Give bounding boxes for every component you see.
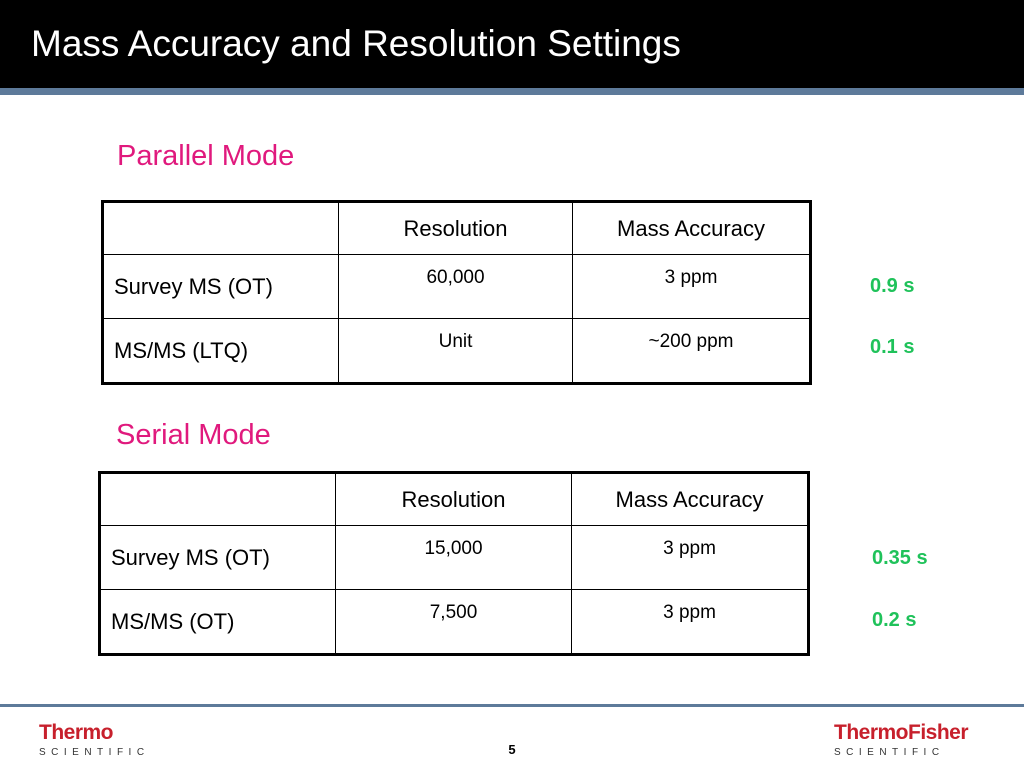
- page-number: 5: [508, 742, 516, 757]
- header-cell-mass-accuracy: Mass Accuracy: [573, 202, 811, 255]
- mass-accuracy-value: ~200 ppm: [573, 319, 811, 384]
- table-row: [103, 255, 811, 319]
- parallel-survey-time: 0.9 s: [870, 275, 915, 297]
- parallel-mode-heading: Parallel Mode: [117, 140, 295, 172]
- row-label: MS/MS (OT): [100, 590, 336, 655]
- title-bar: [0, 0, 1024, 88]
- title-rule: [0, 88, 1024, 95]
- serial-msms-time: 0.2 s: [872, 609, 917, 631]
- row-label: MS/MS (LTQ): [103, 319, 339, 384]
- mass-accuracy-value: 3 ppm: [573, 255, 811, 319]
- resolution-value: 7,500: [336, 590, 572, 655]
- logo-subtitle: SCIENTIFIC: [39, 747, 150, 758]
- resolution-value: 60,000: [339, 255, 573, 319]
- row-label: Survey MS (OT): [103, 255, 339, 319]
- mass-accuracy-value: 3 ppm: [572, 526, 809, 590]
- resolution-value: 15,000: [336, 526, 572, 590]
- mass-accuracy-value: 3 ppm: [572, 590, 809, 655]
- parallel-mode-table: [101, 200, 812, 385]
- table-header-row: [100, 473, 809, 526]
- logo-wordmark: ThermoFisher: [834, 721, 969, 744]
- header-cell-resolution: Resolution: [339, 202, 573, 255]
- footer-rule: [0, 704, 1024, 707]
- header-cell-mass-accuracy: Mass Accuracy: [572, 473, 809, 526]
- parallel-msms-time: 0.1 s: [870, 336, 915, 358]
- header-cell-blank: [103, 202, 339, 255]
- thermofisher-scientific-logo: [834, 722, 968, 760]
- slide-title: Mass Accuracy and Resolution Settings: [31, 23, 681, 64]
- table-header-row: [103, 202, 811, 255]
- resolution-value: Unit: [339, 319, 573, 384]
- header-cell-resolution: Resolution: [336, 473, 572, 526]
- row-label: Survey MS (OT): [100, 526, 336, 590]
- table-row: [100, 526, 809, 590]
- header-cell-blank: [100, 473, 336, 526]
- table-row: [103, 319, 811, 384]
- logo-subtitle: SCIENTIFIC: [834, 747, 945, 758]
- logo-wordmark: Thermo: [39, 721, 114, 744]
- serial-survey-time: 0.35 s: [872, 547, 928, 569]
- serial-mode-table: [98, 471, 810, 656]
- serial-mode-heading: Serial Mode: [116, 419, 271, 451]
- table-row: [100, 590, 809, 655]
